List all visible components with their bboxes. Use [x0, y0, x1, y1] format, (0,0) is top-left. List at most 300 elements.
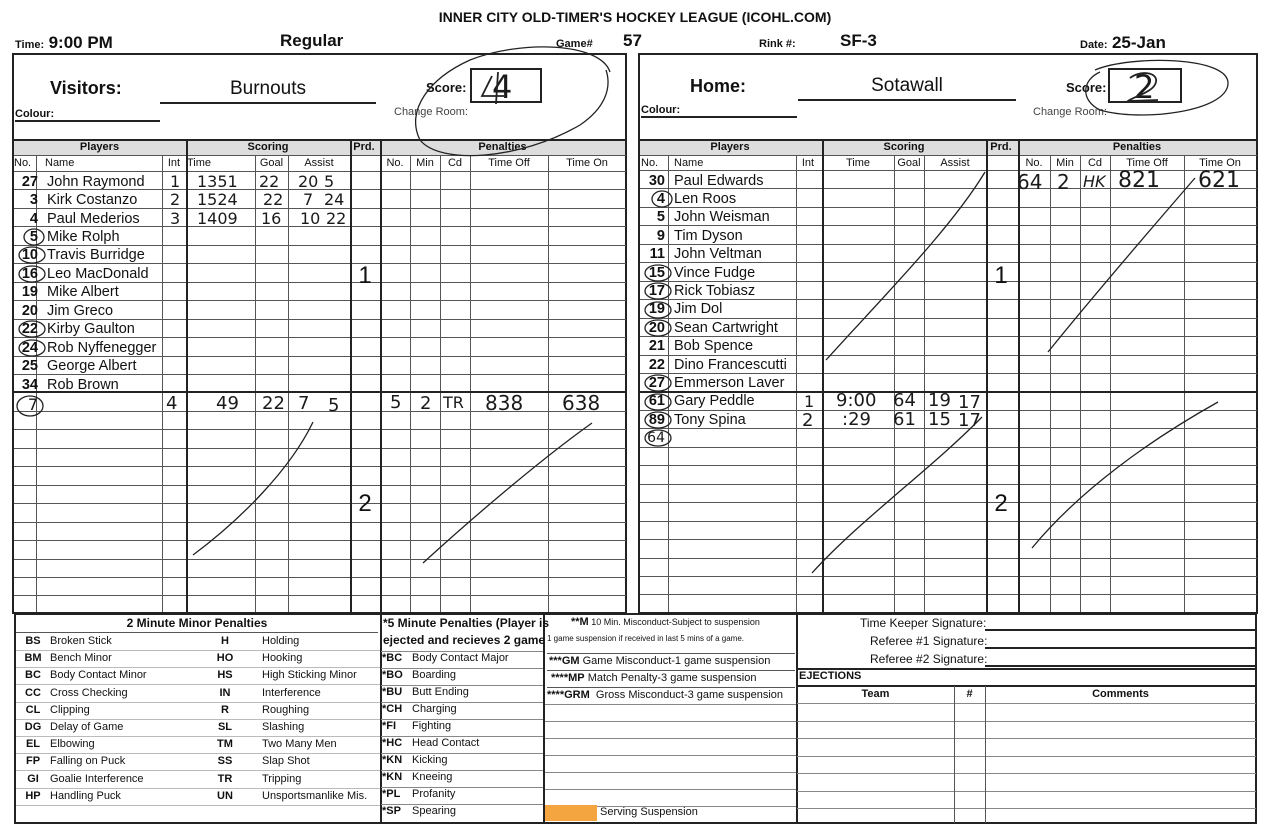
penalty-label: Butt Ending [412, 686, 469, 698]
game-type: Regular [280, 31, 344, 50]
penalty-label: Body Contact Minor [50, 669, 147, 682]
scoring-goal: 22 [259, 172, 280, 191]
home-pen-on-col: Time On [1199, 157, 1241, 169]
scoring-assist2: 24 [324, 190, 345, 209]
misconduct-grm [547, 687, 795, 701]
home-colour-label: Colour: [641, 104, 797, 118]
visitors-pen-on-col: Time On [566, 157, 608, 169]
penalty-code: HS [217, 669, 233, 682]
home-goal-col: Goal [897, 157, 921, 169]
game-number: 57 [623, 31, 642, 50]
penalty-time-off: 838 [485, 391, 524, 415]
player-name: Tony Spina [674, 412, 746, 428]
player-name: Len Roos [674, 191, 737, 207]
player-name: John Raymond [47, 174, 145, 190]
scoring-int: 2 [170, 190, 181, 209]
penalty-label: Clipping [50, 703, 90, 716]
visitors-colour-label: Colour: [15, 108, 160, 122]
major-title-line2: ejected and recieves 2 game [383, 633, 546, 647]
player-name: Kirby Gaulton [47, 321, 135, 337]
referee2-signature-line[interactable] [985, 665, 1255, 667]
grid-line [545, 738, 796, 739]
grid-line [16, 770, 380, 771]
penalty-code: HP [25, 789, 41, 802]
scoring-assist1: 20 [298, 172, 319, 191]
penalty-cd: HK [1083, 172, 1106, 191]
scoring-time: 1351 [197, 172, 238, 191]
grid-line [797, 738, 1256, 739]
player-number: 15 [648, 265, 665, 281]
grid-line [16, 702, 380, 703]
visitors-score-label: Score: [426, 80, 467, 95]
penalty-code: *FI [382, 720, 397, 732]
penalty-label: Hooking [262, 652, 303, 665]
penalty-time-on: 621 [1198, 168, 1240, 193]
home-score-value: 2 [1134, 68, 1155, 106]
scoring-assist2: 17 [958, 410, 981, 431]
penalty-label: Profanity [412, 788, 456, 800]
grid-line [797, 703, 1256, 704]
home-no-col: No. [641, 157, 659, 169]
rink-value: SF-3 [840, 31, 877, 50]
penalty-label: Handling Puck [50, 789, 121, 802]
visitors-time-col: Time [187, 157, 212, 169]
player-number: 5 [29, 229, 38, 245]
penalty-code: EL [25, 738, 41, 751]
major-title-line1: *5 Minute Penalties (Player is [383, 616, 550, 630]
player-number: 61 [648, 393, 665, 409]
visitors-team-name[interactable]: Burnouts [160, 78, 376, 104]
scoring-int: 3 [170, 209, 181, 228]
penalty-label: Roughing [262, 703, 310, 716]
circle-mark [645, 320, 671, 336]
player-name: Leo MacDonald [47, 266, 149, 282]
player-number: 22 [21, 321, 38, 337]
grid-line [16, 753, 380, 754]
player-number: 64 [647, 430, 665, 446]
scoring-assist1: 15 [928, 409, 951, 430]
circle-mark [19, 247, 45, 263]
minor-penalties-title: 2 Minute Minor Penalties [16, 616, 378, 633]
grid-line [16, 719, 380, 720]
penalty-label: Slap Shot [262, 755, 310, 768]
misconduct-grm-code: ****GRM [547, 689, 590, 701]
scoring-goal: 22 [263, 190, 284, 209]
penalty-no: 5 [390, 392, 402, 413]
scoring-assist2: 22 [326, 209, 347, 228]
penalty-code: UN [217, 789, 233, 802]
penalty-label: Spearing [412, 805, 457, 817]
penalty-no: 64 [1017, 170, 1043, 194]
player-name: Sean Cartwright [674, 320, 778, 336]
score-oval-mark [1086, 60, 1228, 115]
penalty-code: TR [217, 772, 233, 785]
penalty-code: *KN [382, 771, 403, 783]
scoring-assist2: 17 [958, 392, 981, 413]
ejections-team-col: Team [861, 688, 890, 700]
circle-mark [652, 191, 672, 207]
strike-line [812, 417, 982, 573]
grid-line [381, 736, 543, 737]
grid-line [381, 804, 543, 805]
scoring-assist1: 10 [300, 209, 321, 228]
home-int-col: Int [801, 157, 815, 169]
grid-line [381, 719, 543, 720]
penalty-code: R [221, 703, 229, 716]
visitors-name-col: Name [45, 157, 75, 169]
player-number: 34 [21, 377, 38, 393]
visitors-pen-min-col: Min [416, 157, 434, 169]
penalty-time-off: 821 [1118, 168, 1160, 193]
player-number: 9 [656, 228, 665, 244]
grid-line [381, 753, 543, 754]
referee1-signature-label: Referee #1 Signature: [870, 634, 988, 648]
player-name: Rob Nyffenegger [47, 340, 157, 356]
visitors-pen-off-col: Time Off [488, 157, 530, 169]
penalty-min: 2 [420, 393, 432, 414]
penalty-time-on: 638 [562, 391, 601, 415]
player-name: John Veltman [674, 246, 762, 262]
circle-mark [645, 375, 671, 391]
home-name-col: Name [674, 157, 704, 169]
penalty-code: *CH [382, 703, 403, 715]
penalty-label: Interference [262, 686, 321, 699]
grid-line [545, 772, 796, 773]
penalty-code: H [221, 635, 229, 647]
grid-line [797, 808, 1256, 809]
penalty-code: SS [217, 755, 233, 768]
player-name: John Weisman [674, 209, 770, 225]
player-name: Mike Rolph [47, 229, 120, 245]
grid-line [381, 702, 543, 703]
home-period-1: 1 [994, 262, 1008, 289]
visitors-period-1: 1 [358, 262, 372, 289]
circle-mark [17, 396, 43, 416]
circle-mark [645, 412, 671, 428]
grid-line [545, 721, 796, 722]
home-prd-header: Prd. [990, 141, 1012, 153]
scoring-time: 9:00 [836, 390, 877, 411]
player-name: Emmerson Laver [674, 375, 785, 391]
visitors-pen-cd-col: Cd [447, 157, 463, 169]
misconduct-m-note: 1 game suspension if received in last 5 mins of a game. [547, 634, 744, 643]
home-score-label: Score: [1066, 80, 1107, 95]
scoring-int: 4 [166, 393, 178, 414]
visitors-goal-col: Goal [259, 157, 284, 169]
scoring-assist2: 5 [328, 395, 340, 416]
home-penalties-header: Penalties [1112, 141, 1162, 153]
home-change-room-label: Change Room: [1033, 106, 1107, 118]
time-label: Time: [15, 39, 45, 51]
score-circle-mark [416, 47, 610, 156]
player-number: 10 [21, 247, 38, 263]
player-number: 5 [656, 209, 665, 225]
circle-mark [19, 266, 45, 282]
player-name: Bob Spence [674, 338, 754, 354]
penalty-label: Elbowing [50, 738, 95, 751]
player-name: Rob Brown [47, 377, 119, 393]
player-number: 22 [648, 357, 665, 373]
penalty-label: Slashing [262, 721, 305, 733]
scoring-assist1: 7 [303, 190, 314, 209]
misconduct-m-code: **M [571, 616, 589, 628]
misconduct-mp-label: Match Penalty-3 game suspension [587, 672, 757, 684]
player-number: 7 [27, 395, 38, 414]
circle-mark [24, 229, 44, 245]
player-number: 20 [21, 303, 38, 319]
grid-line [797, 756, 1256, 757]
ejections-title: EJECTIONS [799, 670, 862, 682]
penalty-code: IN [219, 686, 231, 699]
scoring-int: 1 [804, 392, 815, 411]
grid-line [16, 736, 380, 737]
penalty-label: Cross Checking [50, 686, 128, 699]
game-label: Game# [556, 38, 593, 50]
scoring-time: 1524 [197, 190, 238, 209]
penalty-code: GI [27, 772, 39, 785]
scoring-goal: 64 [893, 390, 916, 411]
grid-line [545, 755, 796, 756]
scoring-assist1: 19 [928, 390, 951, 411]
player-number: 3 [29, 192, 38, 208]
player-number: 25 [21, 358, 38, 374]
penalty-label: Falling on Puck [50, 755, 126, 768]
penalty-code: *SP [382, 805, 401, 817]
strike-line [826, 172, 985, 360]
timekeeper-signature-line[interactable] [985, 629, 1255, 631]
player-number: 27 [648, 375, 665, 391]
player-name: Jim Dol [674, 301, 723, 317]
penalty-code: *HC [382, 737, 403, 749]
league-title: INNER CITY OLD-TIMER'S HOCKEY LEAGUE (ICOHL.COM) [438, 9, 832, 25]
player-name: Vince Fudge [674, 265, 756, 281]
visitors-score-value: 4 [492, 68, 513, 106]
penalty-label: Goalie Interference [50, 772, 144, 785]
player-number: 11 [649, 246, 665, 262]
scoring-time: 1409 [197, 209, 238, 228]
player-number: 19 [648, 301, 665, 317]
home-label: Home: [690, 76, 747, 96]
penalty-code: *PL [382, 788, 401, 800]
grid-line [16, 667, 380, 668]
player-number: 27 [21, 174, 38, 190]
score-two-mark [1128, 73, 1158, 101]
grid-line [16, 650, 380, 651]
penalty-code: SL [217, 721, 233, 733]
visitors-prd-header: Prd. [353, 141, 375, 153]
strike-line [1048, 178, 1195, 352]
player-name: Paul Edwards [674, 173, 764, 189]
visitors-penalties-header: Penalties [478, 141, 527, 153]
player-number: 24 [21, 340, 38, 356]
grid-line [797, 791, 1256, 792]
misconduct-m-label: 10 Min. Misconduct-Subject to suspension [591, 617, 760, 627]
divider [796, 614, 798, 823]
penalty-code: TM [217, 738, 233, 751]
grid-line [381, 787, 543, 788]
home-time-col: Time [845, 157, 871, 169]
player-number: 30 [648, 173, 665, 189]
strike-line [423, 423, 592, 563]
home-pen-no-col: No. [1025, 157, 1043, 169]
penalty-label: Tripping [262, 772, 302, 785]
referee1-signature-line[interactable] [985, 647, 1255, 649]
penalty-label: Unsportsmanlike Mis. [262, 789, 368, 802]
visitors-label: Visitors: [50, 78, 122, 98]
player-name: Tim Dyson [674, 228, 743, 244]
circle-mark [645, 265, 671, 281]
misconduct-gm [547, 653, 795, 667]
penalty-code: BM [24, 652, 42, 665]
serving-suspension-swatch [545, 805, 597, 821]
misconduct-grm-label: Gross Misconduct-3 game suspension [595, 689, 784, 701]
grid-line [797, 773, 1256, 774]
player-number: 89 [648, 412, 665, 428]
date-label: Date: [1080, 39, 1108, 51]
penalty-code: FP [25, 755, 41, 768]
date-value: 25-Jan [1111, 33, 1166, 52]
penalty-code: BS [25, 635, 41, 647]
timekeeper-signature-label: Time Keeper Signature: [860, 616, 987, 630]
player-name: Paul Mederios [47, 211, 140, 227]
grid-line [381, 770, 543, 771]
player-number: 16 [21, 266, 38, 282]
grid-line [954, 686, 955, 823]
penalty-label: Head Contact [412, 737, 480, 749]
penalty-code: *BC [382, 652, 403, 664]
divider [797, 668, 1256, 670]
time-value: 9:00 PM [48, 33, 113, 52]
visitors-players-header: Players [79, 141, 120, 153]
player-name: Jim Greco [47, 303, 114, 319]
home-pen-cd-col: Cd [1087, 157, 1103, 169]
penalty-code: *BU [382, 686, 403, 698]
player-name: Dino Francescutti [674, 357, 787, 373]
penalty-code: DG [24, 721, 42, 733]
score-four-mark [482, 72, 504, 104]
scoring-goal: 22 [262, 393, 285, 414]
grid-line [545, 789, 796, 790]
visitors-change-room-label: Change Room: [394, 106, 468, 118]
ejections-comments-col: Comments [1092, 688, 1149, 700]
circle-mark [19, 340, 45, 356]
scoring-assist2: 5 [324, 172, 335, 191]
penalty-code: *KN [382, 754, 403, 766]
visitors-assist-col: Assist [304, 157, 334, 169]
penalty-label: Broken Stick [50, 635, 112, 647]
home-pen-off-col: Time Off [1126, 157, 1168, 169]
penalty-label: Body Contact Major [412, 652, 509, 664]
visitors-period-2: 2 [358, 490, 372, 517]
misconduct-mp-code: ****MP [551, 672, 585, 684]
grid-line [16, 805, 380, 806]
grid-line [797, 721, 1256, 722]
serving-suspension-label: Serving Suspension [600, 806, 698, 818]
player-name: Gary Peddle [674, 393, 755, 409]
player-number: 17 [648, 283, 665, 299]
grid-line [985, 686, 986, 823]
divider [797, 685, 1256, 687]
scoring-time: :29 [842, 409, 871, 430]
strike-line [1032, 402, 1218, 548]
penalty-code: CC [25, 686, 41, 699]
grid-line [381, 668, 543, 669]
home-assist-col: Assist [940, 157, 970, 169]
penalty-code: BC [25, 669, 41, 682]
circle-mark [645, 430, 671, 446]
circle-mark [645, 283, 671, 299]
penalty-label: Boarding [412, 669, 457, 681]
penalty-code: CL [25, 703, 41, 716]
home-period-2: 2 [994, 490, 1008, 517]
scoring-int: 1 [170, 172, 181, 191]
penalty-label: High Sticking Minor [262, 669, 357, 682]
penalty-label: Kicking [412, 754, 448, 766]
circle-mark [645, 394, 671, 410]
player-number: 4 [656, 191, 665, 207]
misconduct-mp [547, 670, 795, 684]
ejections-number-col: # [966, 688, 973, 700]
home-pen-min-col: Min [1056, 157, 1074, 169]
grid-line [381, 685, 543, 686]
misconduct-gm-label: Game Misconduct-1 game suspension [582, 655, 771, 667]
referee2-signature-label: Referee #2 Signature: [870, 652, 988, 666]
penalty-label: Kneeing [412, 771, 453, 783]
player-name: Travis Burridge [47, 247, 145, 263]
penalty-min: 2 [1057, 170, 1070, 194]
penalty-code: *BO [382, 669, 403, 681]
penalty-label: Two Many Men [262, 738, 337, 751]
circle-mark [19, 321, 45, 337]
penalty-label: Delay of Game [50, 721, 124, 733]
penalty-label: Bench Minor [50, 652, 112, 665]
player-number: 19 [21, 284, 38, 300]
scoring-int: 2 [802, 410, 814, 431]
misconduct-gm-code: ***GM [549, 655, 580, 667]
visitors-scoring-header: Scoring [247, 141, 289, 153]
home-team-name[interactable]: Sotawall [798, 75, 1016, 101]
player-name: Kirk Costanzo [47, 192, 138, 208]
strike-line [193, 422, 313, 555]
home-players-header: Players [710, 141, 750, 153]
visitors-int-col: Int [167, 157, 181, 169]
player-number: 21 [648, 338, 665, 354]
major-penalties-title [383, 615, 549, 649]
misconduct-m [571, 616, 760, 628]
player-name: Mike Albert [47, 284, 119, 300]
grid-line [16, 684, 380, 685]
player-number: 20 [648, 320, 665, 336]
circle-mark [645, 302, 671, 318]
visitors-pen-no-col: No. [386, 157, 404, 169]
penalty-code: HO [216, 652, 234, 665]
player-name: Rick Tobiasz [674, 283, 756, 299]
penalty-label: Holding [262, 635, 300, 647]
scoring-goal: 61 [893, 409, 916, 430]
player-name: George Albert [47, 358, 137, 374]
scoring-assist1: 7 [298, 393, 310, 414]
scoring-goal: 16 [261, 209, 282, 228]
penalty-label: Fighting [412, 720, 452, 732]
visitors-no-col: No. [14, 157, 32, 169]
penalty-label: Charging [412, 703, 457, 715]
grid-line [16, 788, 380, 789]
grid-line [381, 651, 543, 652]
penalty-cd: TR [443, 393, 464, 412]
rink-label: Rink #: [759, 38, 796, 50]
player-number: 4 [29, 211, 38, 227]
grid-line [545, 704, 796, 705]
